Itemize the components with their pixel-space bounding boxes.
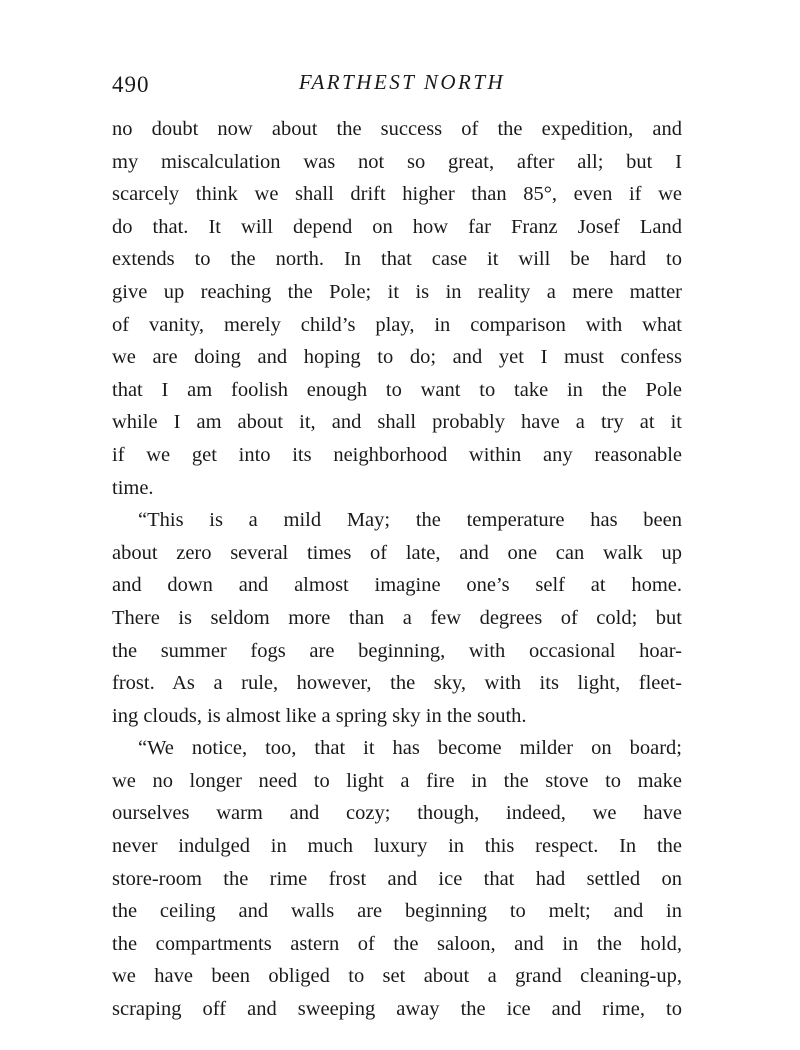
page-header xyxy=(112,70,692,104)
page-number: 490 xyxy=(112,72,150,97)
text-line: frost. As a rule, however, the sky, with its light, fleet- xyxy=(112,672,682,695)
text-line: scarcely think we shall drift higher than 85°, even if we xyxy=(112,183,682,206)
paragraph xyxy=(112,732,682,1025)
text-line: the summer fogs are beginning, with occasional hoar- xyxy=(112,639,682,662)
text-line: give up reaching the Pole; it is in reality a mere matter xyxy=(112,280,682,303)
text-line: “This is a mild May; the temperature has been xyxy=(138,509,682,532)
text-line: the ceiling and walls are beginning to melt; and in xyxy=(112,900,682,923)
text-line: store-room the rime frost and ice that had settled on xyxy=(112,867,682,890)
text-line: of vanity, merely child’s play, in comparison with what xyxy=(112,313,682,336)
text-line: about zero several times of late, and one can walk up xyxy=(112,541,682,564)
body-text xyxy=(112,113,682,1026)
text-line: no doubt now about the success of the expedition, and xyxy=(112,118,682,140)
paragraph xyxy=(112,504,682,732)
text-line: ing clouds, is almost like a spring sky in the south. xyxy=(112,704,527,727)
text-line: while I am about it, and shall probably have a try at it xyxy=(112,411,682,434)
text-line: we have been obliged to set about a grand cleaning-up, xyxy=(112,965,682,988)
running-title: FARTHEST NORTH xyxy=(298,70,506,94)
text-line: do that. It will depend on how far Franz Josef Land xyxy=(112,215,682,238)
text-line: we no longer need to light a fire in the stove to make xyxy=(112,769,682,792)
text-line: that I am foolish enough to want to take in the Pole xyxy=(112,378,682,401)
text-line: never indulged in much luxury in this respect. In the xyxy=(112,835,682,858)
text-line: extends to the north. In that case it will be hard to xyxy=(112,248,682,271)
text-line: scraping off and sweeping away the ice and rime, to xyxy=(112,998,682,1021)
text-line: if we get into its neighborhood within any reasonable xyxy=(112,443,682,466)
text-line: my miscalculation was not so great, after all; but I xyxy=(112,150,682,173)
text-line: and down and almost imagine one’s self at home. xyxy=(112,574,682,597)
text-line: There is seldom more than a few degrees of cold; but xyxy=(112,606,682,629)
text-line: “We notice, too, that it has become milder on board; xyxy=(138,737,682,760)
paragraph xyxy=(112,113,682,504)
text-line: ourselves warm and cozy; though, indeed, we have xyxy=(112,802,682,825)
text-line: we are doing and hoping to do; and yet I must confess xyxy=(112,346,682,369)
text-line: time. xyxy=(112,476,154,499)
text-line: the compartments astern of the saloon, and in the hold, xyxy=(112,932,682,955)
